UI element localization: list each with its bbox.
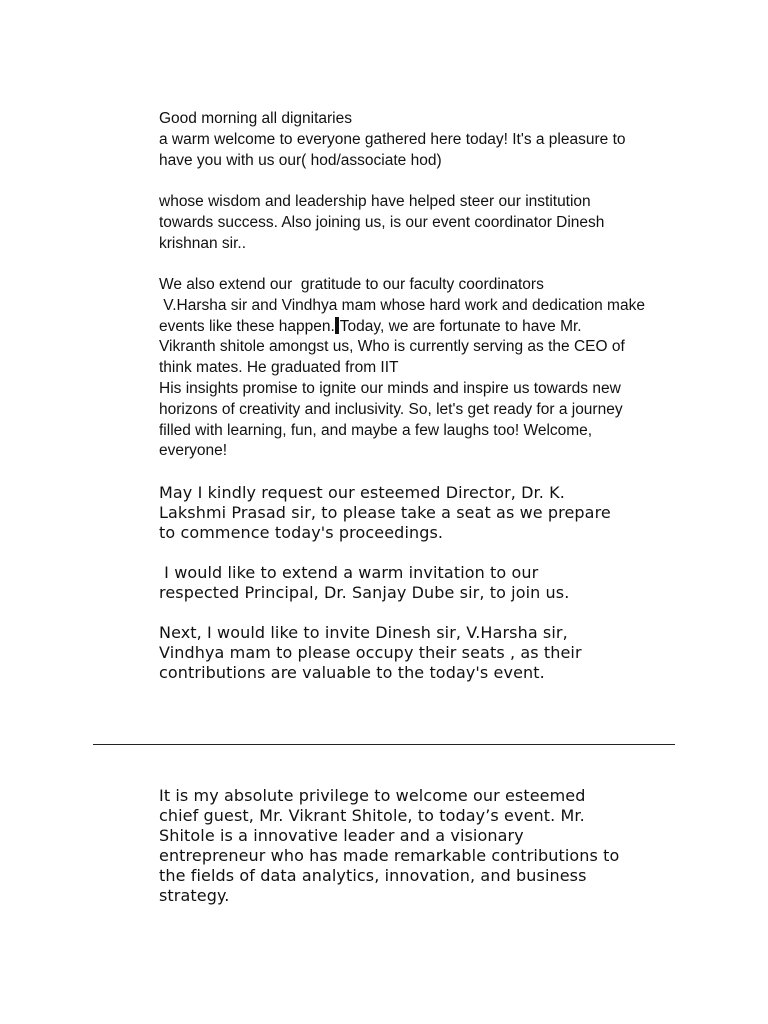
text-line: Shitole is a innovative leader and a visionary [159, 826, 524, 845]
text-line: We also extend our gratitude to our faculty coordinators [159, 276, 544, 293]
text-line: everyone! [159, 442, 228, 460]
text-line: the fields of data analytics, innovation, and business [159, 866, 587, 885]
text-before-cursor: events like these happen. [159, 317, 335, 335]
text-line: to commence today's proceedings. [159, 523, 444, 542]
paragraph-coordinators [159, 623, 679, 683]
text-line: whose wisdom and leadership have helped steer our institution [159, 193, 591, 210]
text-line: krishnan sir.. [159, 234, 247, 252]
paragraph-chief-guest [159, 786, 699, 906]
text-line: think mates. He graduated from IIT [159, 359, 399, 377]
text-line: It is my absolute privilege to welcome our esteemed [159, 786, 586, 805]
text-line: a warm welcome to everyone gathered here today! It's a pleasure to [159, 130, 626, 148]
text-line: Vindhya mam to please occupy their seats , as their [159, 643, 582, 662]
text-line: contributions are valuable to the today's event. [159, 663, 545, 682]
text-line: chief guest, Mr. Vikrant Shitole, to today’s event. Mr. [159, 806, 585, 825]
text-line: entrepreneur who has made remarkable contributions to [159, 846, 620, 865]
text-line: V.Harsha sir and Vindhya mam whose hard work and dedication make [159, 296, 645, 314]
horizontal-divider [93, 744, 675, 745]
paragraph-principal [159, 563, 679, 603]
text-line: May I kindly request our esteemed Director, Dr. K. [159, 483, 565, 502]
text-cursor [335, 317, 339, 334]
paragraph-opening [159, 109, 679, 171]
text-line: Lakshmi Prasad sir, to please take a seat as we prepare [159, 503, 611, 522]
text-line: His insights promise to ignite our minds and inspire us towards new [159, 379, 621, 397]
text-line: have you with us our( hod/associate hod) [159, 151, 442, 169]
paragraph-leadership [159, 192, 679, 254]
text-line: towards success. Also joining us, is our event coordinator Dinesh [159, 213, 605, 231]
text-line: Next, I would like to invite Dinesh sir, V.Harsha sir, [159, 623, 568, 642]
text-line: I would like to extend a warm invitation to our [159, 563, 539, 582]
text-after-cursor: Today, we are fortunate to have Mr. [339, 317, 582, 335]
text-line: Good morning all dignitaries [159, 110, 352, 127]
paragraph-director [159, 483, 679, 543]
text-line: respected Principal, Dr. Sanjay Dube sir, to join us. [159, 583, 570, 602]
text-line: filled with learning, fun, and maybe a few laughs too! Welcome, [159, 421, 593, 439]
text-line: horizons of creativity and inclusivity. So, let's get ready for a journey [159, 400, 623, 418]
text-line-with-cursor [159, 317, 699, 338]
text-line: Vikranth shitole amongst us, Who is currently serving as the CEO of [159, 338, 625, 356]
paragraph-gratitude [159, 275, 699, 462]
text-line: strategy. [159, 886, 230, 905]
